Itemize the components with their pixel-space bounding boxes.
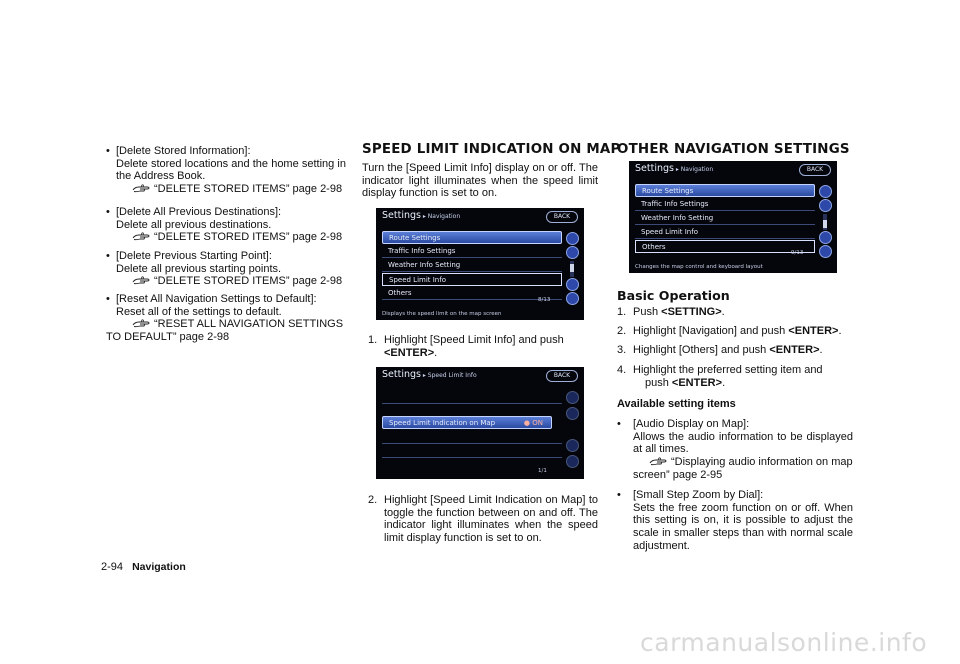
cross-reference-continued: TO DEFAULT” page 2-98 xyxy=(106,331,230,343)
watermark: carmanualsonline.info xyxy=(640,628,928,657)
menu-row: Weather Info Setting xyxy=(382,259,562,272)
section-heading: OTHER NAVIGATION SETTINGS xyxy=(617,142,850,157)
page-down-icon xyxy=(566,278,579,291)
menu-row: Traffic Info Settings xyxy=(635,198,815,211)
menu-row: Weather Info Setting xyxy=(635,212,815,225)
item-body: Sets the free zoom function on or off. When this setting is on, it is possible to adjust the scale in smaller steps than with normal scale adjustment. xyxy=(633,501,853,552)
page-up-icon xyxy=(566,246,579,259)
bullet: • xyxy=(106,145,110,157)
page-footer xyxy=(101,561,186,573)
pointing-hand-icon xyxy=(132,232,150,241)
bullet: • xyxy=(106,206,110,218)
cross-reference: “DELETE STORED ITEMS” page 2-98 xyxy=(116,183,346,196)
screen-title: Settings ▸ Speed Limit Info xyxy=(382,369,477,380)
page-up-icon xyxy=(566,407,579,420)
scrollbar xyxy=(570,261,574,277)
section-name: Navigation xyxy=(132,561,186,573)
screenshot-other-settings xyxy=(629,161,837,273)
item-title: [Audio Display on Map]: xyxy=(633,418,750,430)
scroll-down-icon xyxy=(566,292,579,305)
empty-row xyxy=(382,391,562,404)
back-button: BACK xyxy=(546,211,578,223)
pointing-hand-icon xyxy=(132,276,150,285)
screenshot-speed-limit-info xyxy=(376,367,584,479)
page-indicator: 1/1 xyxy=(538,468,547,474)
item-title: [Reset All Navigation Settings to Default]: xyxy=(116,293,317,305)
page-indicator: 9/13 xyxy=(791,250,804,256)
back-button: BACK xyxy=(799,164,831,176)
menu-row: Route Settings xyxy=(382,231,562,244)
item-title: [Delete All Previous Destinations]: xyxy=(116,206,282,218)
empty-row xyxy=(382,431,562,444)
subheading: Basic Operation xyxy=(617,288,730,303)
section-heading: SPEED LIMIT INDICATION ON MAP xyxy=(362,142,621,157)
item-title: [Delete Stored Information]: xyxy=(116,145,251,157)
item-body: Delete all previous destinations. xyxy=(116,218,272,231)
screen-footer: Changes the map control and keyboard layout xyxy=(635,264,763,270)
page-up-icon xyxy=(819,199,832,212)
page-down-icon xyxy=(566,439,579,452)
cross-reference: “Displaying audio information on map xyxy=(633,456,853,469)
cross-reference-continued: screen” page 2-95 xyxy=(633,468,723,481)
item-body: Reset all of the settings to default. xyxy=(116,305,282,318)
cross-reference: “DELETE STORED ITEMS” page 2-98 xyxy=(116,231,346,244)
menu-row-selected: Speed Limit Info xyxy=(382,273,562,286)
screen-title: Settings ▸ Navigation xyxy=(635,163,714,174)
bullet: • xyxy=(106,250,110,262)
item-body: Delete all previous starting points. xyxy=(116,262,282,275)
screenshot-speed-limit-menu xyxy=(376,208,584,320)
pointing-hand-icon xyxy=(649,457,667,466)
menu-row-selected: Speed Limit Indication on Map ● ON xyxy=(382,416,552,429)
page-down-icon xyxy=(819,231,832,244)
pointing-hand-icon xyxy=(132,184,150,193)
cross-reference: “DELETE STORED ITEMS” page 2-98 xyxy=(116,275,346,288)
pointing-hand-icon xyxy=(132,319,150,328)
scroll-up-icon xyxy=(566,232,579,245)
screen-title: Settings ▸ Navigation xyxy=(382,210,461,221)
page-indicator: 8/13 xyxy=(538,297,551,303)
item-body: Delete stored locations and the home setting in the Address Book. xyxy=(116,157,346,183)
cross-reference: “RESET ALL NAVIGATION SETTINGS xyxy=(116,318,346,331)
scrollbar xyxy=(823,214,827,230)
item-title: [Delete Previous Starting Point]: xyxy=(116,250,272,262)
scroll-down-icon xyxy=(566,455,579,468)
menu-row: Route Settings xyxy=(635,184,815,197)
item-body: Allows the audio information to be displayed at all times. xyxy=(633,430,853,456)
menu-row-selected: Others xyxy=(635,240,815,253)
intro-paragraph: Turn the [Speed Limit Info] display on or off. The indicator light illuminates when the speed limit display function is set to on. xyxy=(362,162,598,200)
back-button: BACK xyxy=(546,370,578,382)
available-items-heading: Available setting items xyxy=(617,398,736,410)
menu-row: Speed Limit Info xyxy=(635,226,815,239)
menu-row: Others xyxy=(382,287,562,300)
scroll-up-icon xyxy=(819,185,832,198)
item-title: [Small Step Zoom by Dial]: xyxy=(633,489,764,501)
scroll-down-icon xyxy=(819,245,832,258)
screen-footer: Displays the speed limit on the map screen xyxy=(382,311,502,317)
scroll-up-icon xyxy=(566,391,579,404)
empty-row xyxy=(382,445,562,458)
page-number: 2-94 xyxy=(101,561,124,573)
menu-row: Traffic Info Settings xyxy=(382,245,562,258)
bullet: • xyxy=(106,293,110,305)
